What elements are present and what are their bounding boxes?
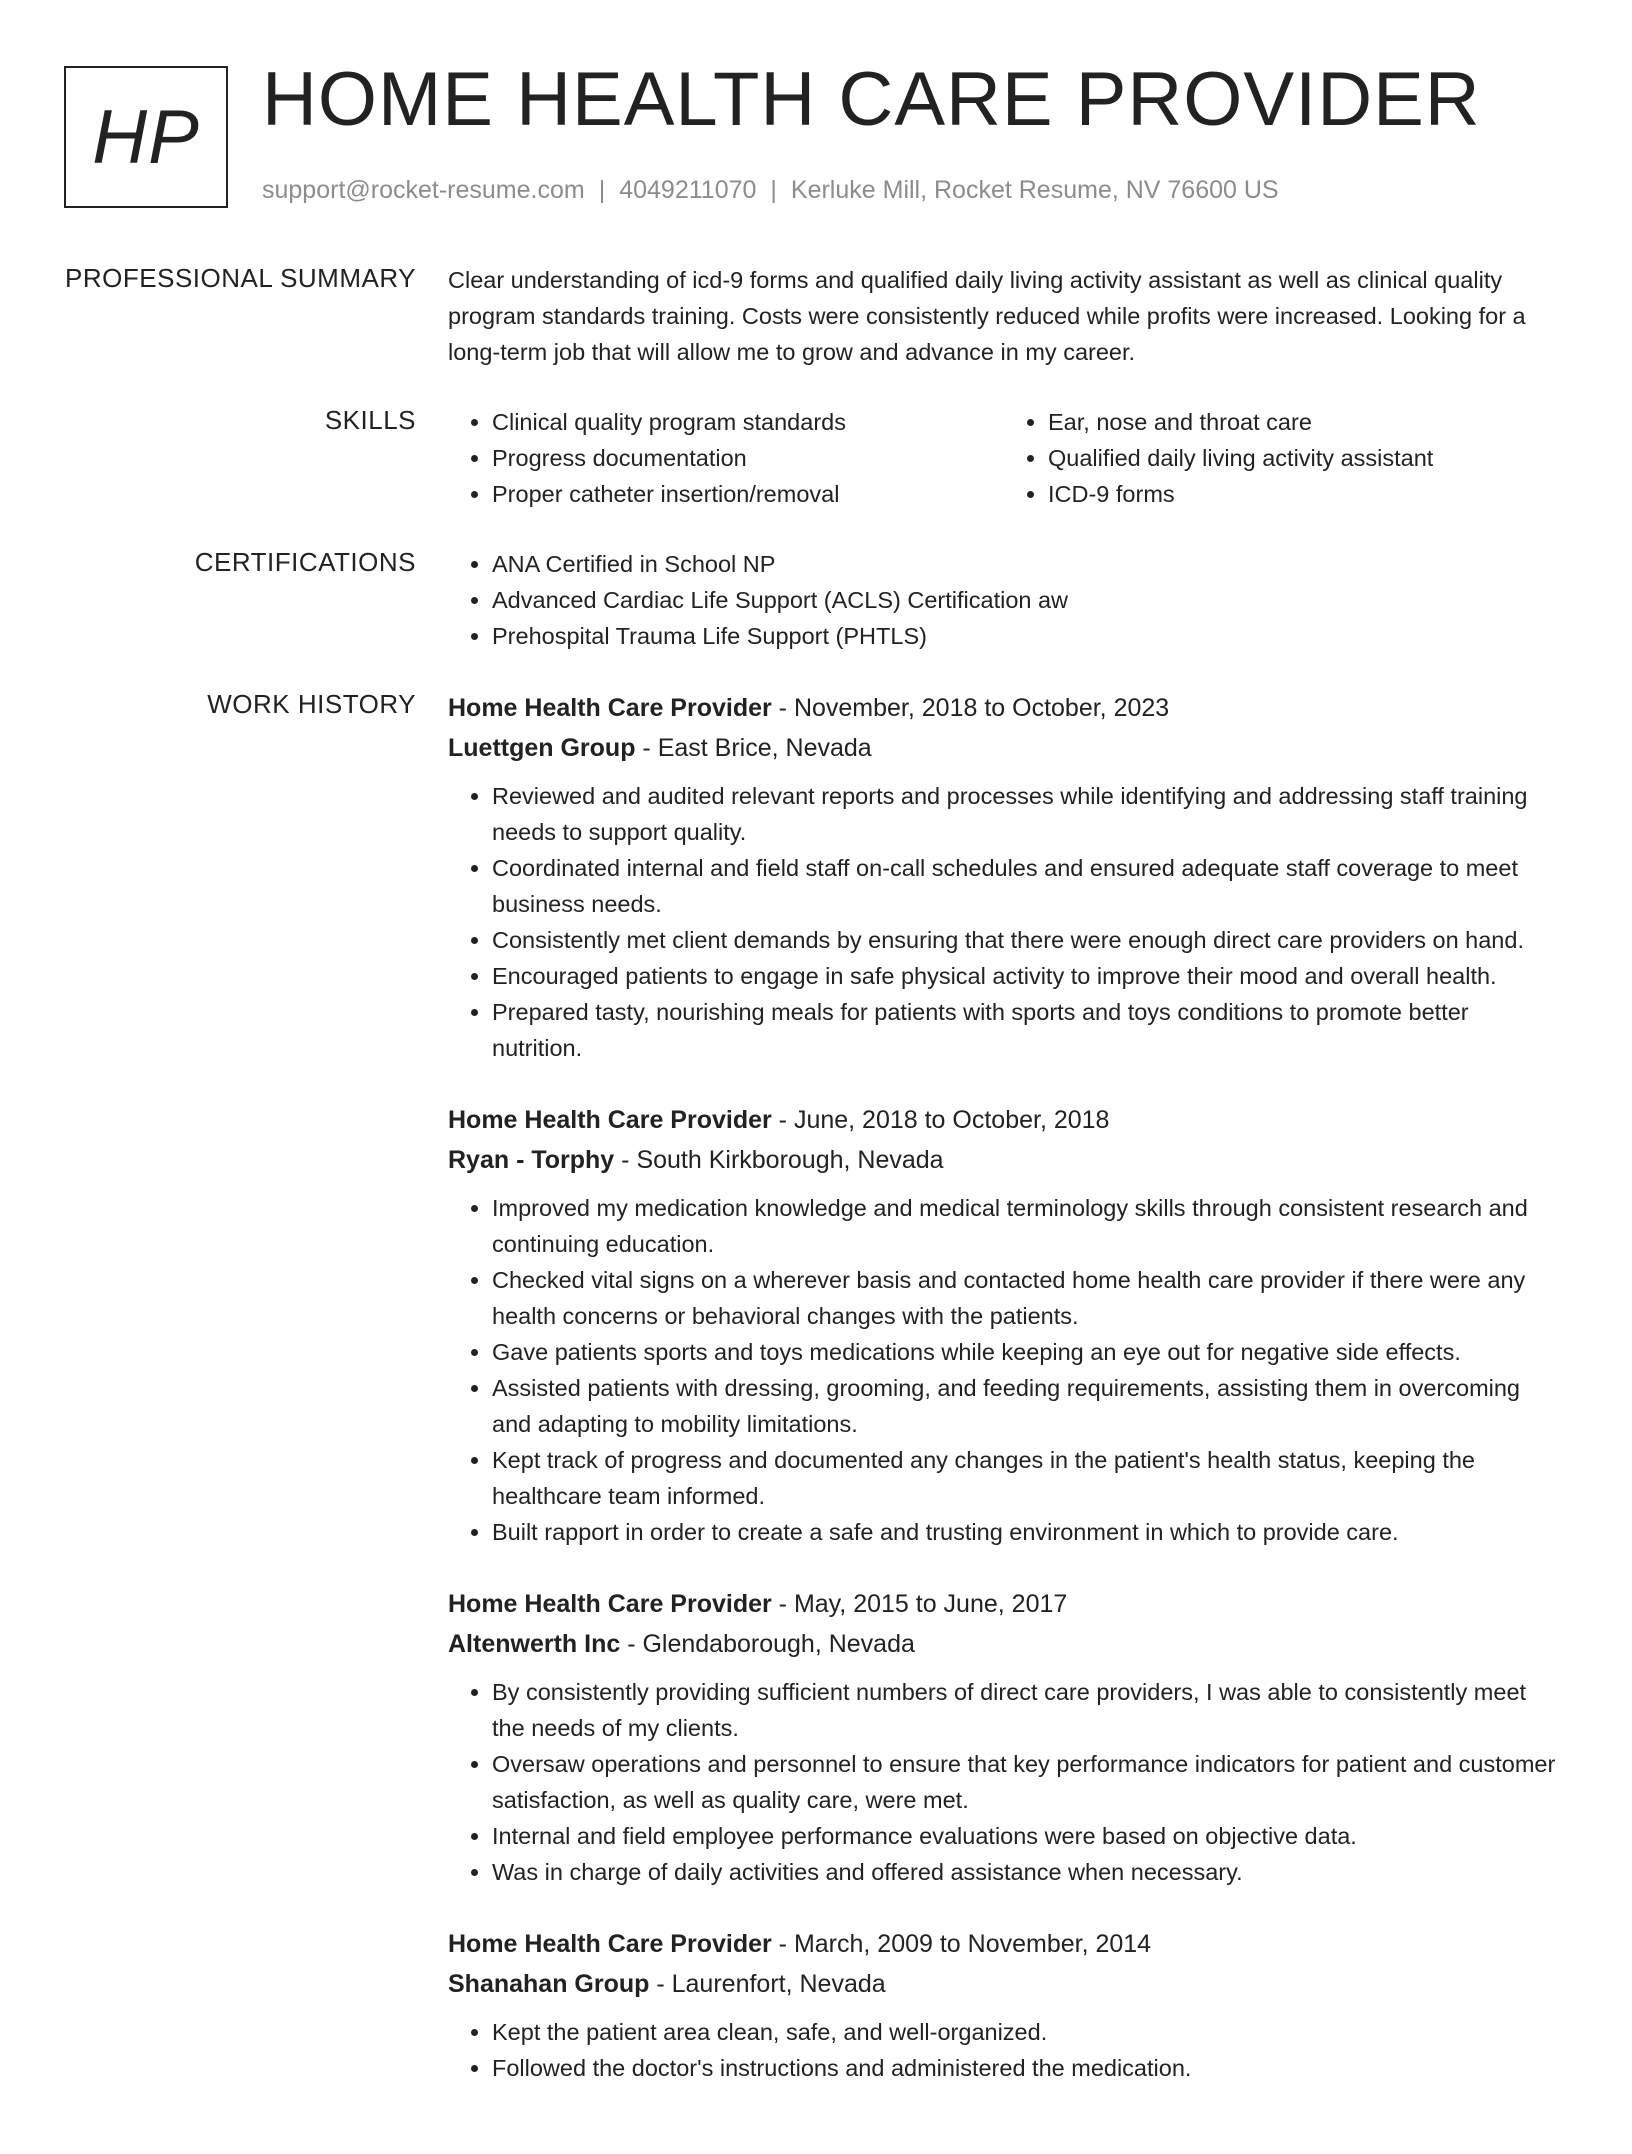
job-bullet: • Reviewed and audited relevant reports and processes while identifying and addressing staff training needs to support quality. <box>492 778 1560 850</box>
job-bullet: • Assisted patients with dressing, grooming, and feeding requirements, assisting them in overcoming and adapting to mobility limitations. <box>492 1370 1560 1442</box>
job-location: Glendaborough, Nevada <box>642 1630 915 1658</box>
contact-separator: | <box>770 176 777 204</box>
job-bullet: • Kept track of progress and documented any changes in the patient's health status, keeping the healthcare team informed. <box>492 1442 1560 1514</box>
skill-item: • Progress documentation <box>492 440 1004 476</box>
job-entry <box>448 1100 1560 1550</box>
job-bullet: • Coordinated internal and field staff on-call schedules and ensured adequate staff coverage to meet business needs. <box>492 850 1560 922</box>
job-bullets <box>448 1674 1560 1890</box>
job-bullet: • Internal and field employee performance evaluations were based on objective data. <box>492 1818 1560 1854</box>
job-dash: - <box>771 694 794 722</box>
job-bullet: • Encouraged patients to engage in safe physical activity to improve their mood and overall health. <box>492 958 1560 994</box>
job-bullets <box>448 778 1560 1066</box>
section-heading: PROFESSIONAL SUMMARY <box>65 263 416 293</box>
summary-section <box>0 262 1632 370</box>
job-entry <box>448 688 1560 1066</box>
job-role: Home Health Care Provider <box>448 694 772 722</box>
page-title: HOME HEALTH CARE PROVIDER <box>262 57 1481 142</box>
job-dash: - <box>771 1930 794 1958</box>
job-dash: - <box>635 734 658 762</box>
job-dates: March, 2009 to November, 2014 <box>793 1930 1152 1958</box>
job-bullet: • By consistently providing sufficient numbers of direct care providers, I was able to consistently meet the needs of my clients. <box>492 1674 1560 1746</box>
contact-address: Kerluke Mill, Rocket Resume, NV 76600 US <box>790 176 1279 204</box>
contact-separator: | <box>598 176 606 204</box>
certification-item: • Prehospital Trauma Life Support (PHTLS) <box>492 618 1560 654</box>
contact-line <box>262 176 1279 205</box>
job-dash: - <box>620 1630 643 1658</box>
job-dates: June, 2018 to October, 2018 <box>793 1106 1110 1134</box>
section-heading: SKILLS <box>324 405 416 435</box>
skill-item: • ICD-9 forms <box>1048 476 1560 512</box>
resume-content <box>0 262 1632 2154</box>
job-bullet: • Was in charge of daily activities and offered assistance when necessary. <box>492 1854 1560 1890</box>
work-history-section <box>0 688 1632 2120</box>
skill-item: • Proper catheter insertion/removal <box>492 476 1004 512</box>
job-company: Ryan - Torphy <box>448 1146 615 1174</box>
job-bullet: • Built rapport in order to create a safe and trusting environment in which to provide care. <box>492 1514 1560 1550</box>
job-role: Home Health Care Provider <box>448 1930 772 1958</box>
job-bullet: • Consistently met client demands by ensuring that there were enough direct care providers on hand. <box>492 922 1560 958</box>
job-bullets <box>448 2014 1560 2086</box>
job-company: Altenwerth Inc <box>448 1630 621 1658</box>
job-entry <box>448 1924 1560 2086</box>
section-heading: WORK HISTORY <box>207 689 416 719</box>
job-company: Luettgen Group <box>448 734 636 762</box>
skills-list-right <box>1004 404 1560 512</box>
job-bullet: • Improved my medication knowledge and medical terminology skills through consistent research and continuing education. <box>492 1190 1560 1262</box>
job-location: South Kirkborough, Nevada <box>636 1146 944 1174</box>
job-dates: May, 2015 to June, 2017 <box>793 1590 1068 1618</box>
job-location: East Brice, Nevada <box>657 734 872 762</box>
skill-item: • Clinical quality program standards <box>492 404 1004 440</box>
certification-item: • Advanced Cardiac Life Support (ACLS) Certification aw <box>492 582 1560 618</box>
job-bullets <box>448 1190 1560 1550</box>
job-dash: - <box>614 1146 637 1174</box>
job-bullet: • Gave patients sports and toys medications while keeping an eye out for negative side effects. <box>492 1334 1560 1370</box>
job-dash: - <box>771 1590 794 1618</box>
skills-list-left <box>448 404 1004 512</box>
job-dates: November, 2018 to October, 2023 <box>793 694 1170 722</box>
job-bullet: • Followed the doctor's instructions and administered the medication. <box>492 2050 1560 2086</box>
job-location: Laurenfort, Nevada <box>671 1970 886 1998</box>
job-bullet: • Kept the patient area clean, safe, and well-organized. <box>492 2014 1560 2050</box>
job-bullet: • Checked vital signs on a wherever basis and contacted home health care provider if there were any health concerns or behavioral changes with the patients. <box>492 1262 1560 1334</box>
certifications-section <box>0 546 1632 654</box>
summary-text: Clear understanding of icd-9 forms and qualified daily living activity assistant as well as clinical quality program standards training. Costs were consistently reduced while profits were increased. Looking for a long-term job that will allow me to grow and advance in my career. <box>448 267 1526 365</box>
job-bullet: • Prepared tasty, nourishing meals for patients with sports and toys conditions to promote better nutrition. <box>492 994 1560 1066</box>
monogram-initials: HP <box>92 94 200 180</box>
contact-email: support@rocket-resume.com <box>262 176 585 204</box>
skills-section <box>0 404 1632 512</box>
job-company: Shanahan Group <box>448 1970 650 1998</box>
skill-item: • Qualified daily living activity assistant <box>1048 440 1560 476</box>
job-role: Home Health Care Provider <box>448 1106 772 1134</box>
certification-item: • ANA Certified in School NP <box>492 546 1560 582</box>
section-heading: CERTIFICATIONS <box>194 547 416 577</box>
job-dash: - <box>771 1106 794 1134</box>
skill-item: • Ear, nose and throat care <box>1048 404 1560 440</box>
monogram-logo <box>64 66 228 208</box>
contact-phone: 4049211070 <box>619 176 757 204</box>
job-role: Home Health Care Provider <box>448 1590 772 1618</box>
job-dash: - <box>649 1970 672 1998</box>
job-bullet: • Oversaw operations and personnel to ensure that key performance indicators for patient and customer satisfaction, as well as quality care, were met. <box>492 1746 1560 1818</box>
job-entry <box>448 1584 1560 1890</box>
certifications-list <box>448 546 1560 654</box>
